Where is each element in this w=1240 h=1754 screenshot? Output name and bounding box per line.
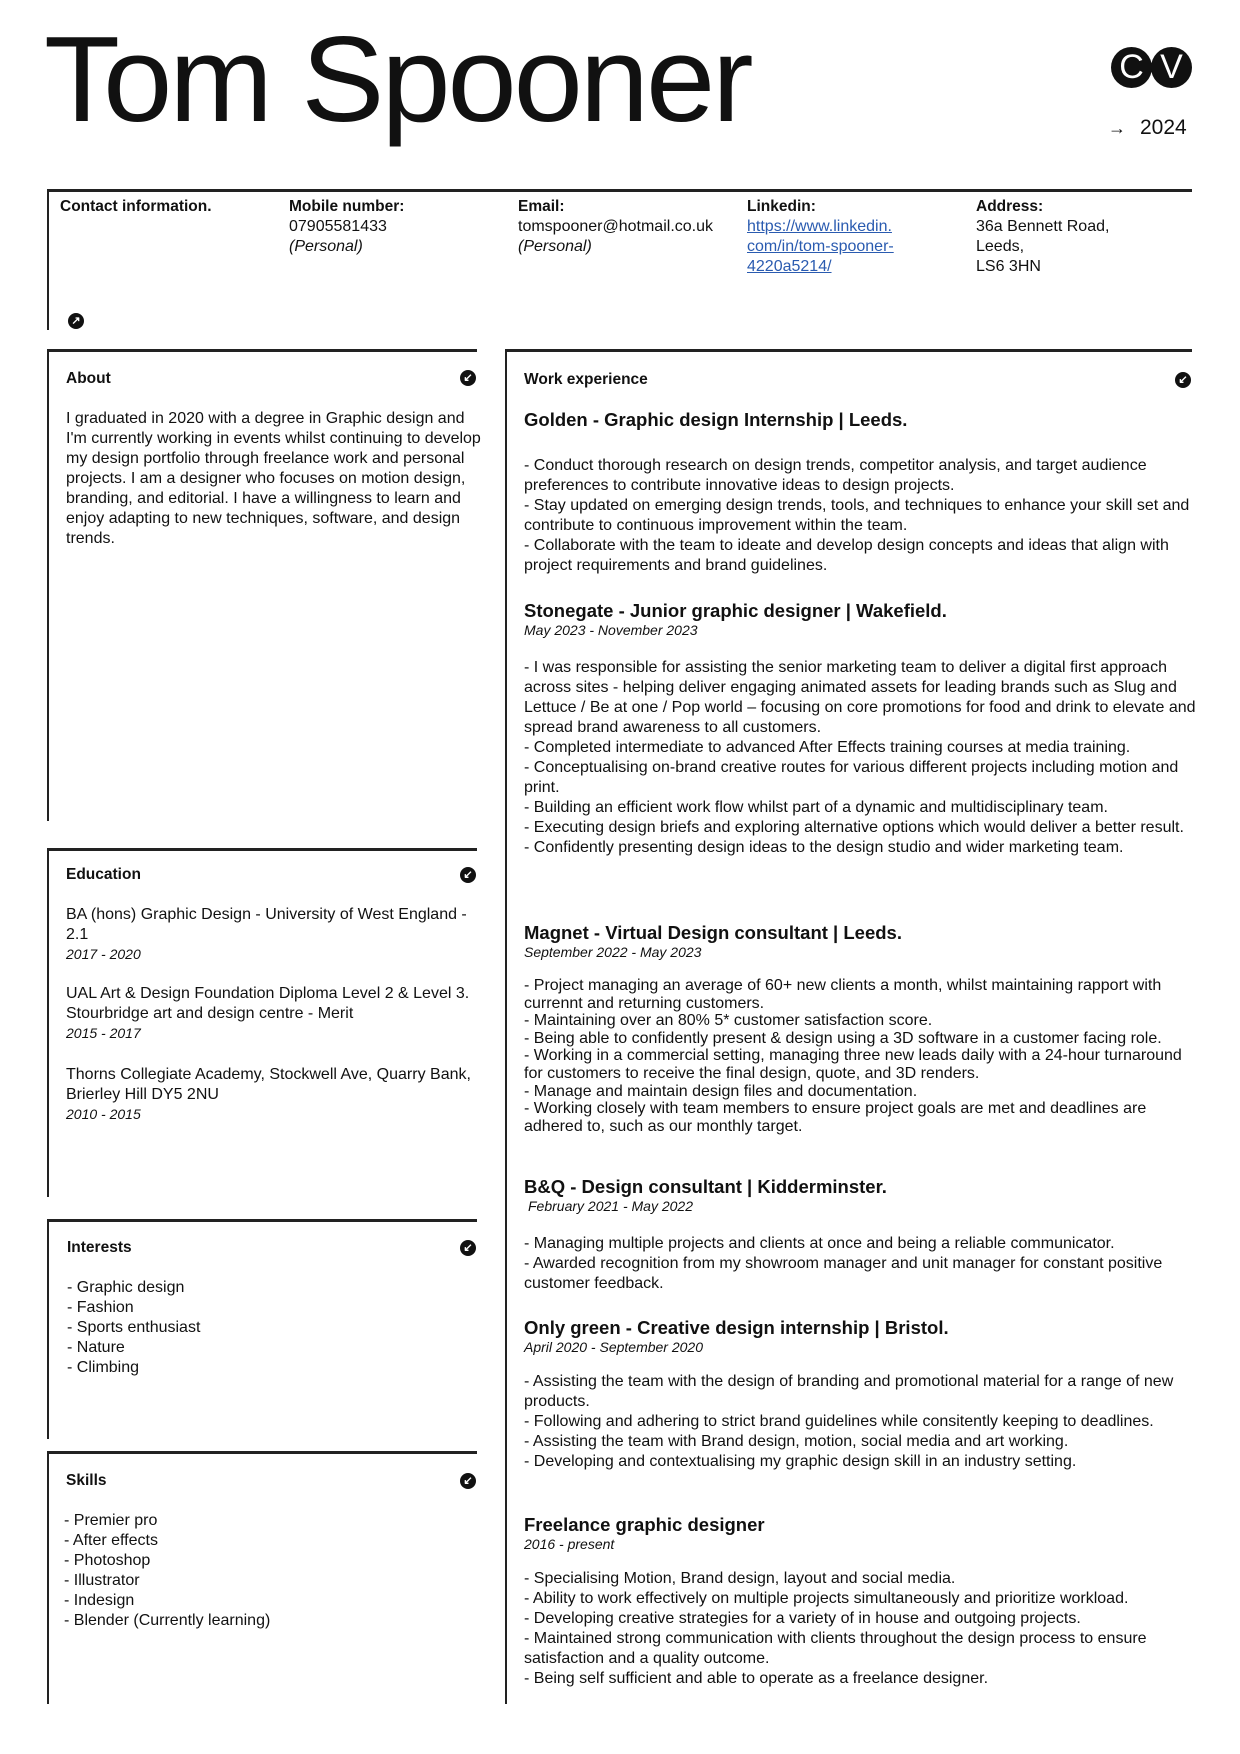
work-title: Work experience (524, 371, 648, 388)
contact-address (976, 197, 1109, 277)
linkedin-link[interactable]: com/in/tom-spooner- (747, 238, 894, 255)
cv-logo-v: V (1151, 47, 1192, 88)
job-bullet: - Stay updated on emerging design trends, tools, and techniques to enhance your skill set and contribute to continuous improvement within the team. (524, 497, 1190, 534)
job-bullet: - Being able to confidently present & design using a 3D software in a customer facing role. (524, 1029, 1162, 1047)
job-bullet: - I was responsible for assisting the senior marketing team to deliver a digital first approach across sites - helping deliver engaging animated assets for leading brands such as Slug and Lettuce / Be at one / Pop world – focusing on core promotions for food and drink to elevate and spread brand awareness to all customers. (524, 659, 1196, 736)
mobile-value: 07905581433 (289, 218, 387, 235)
skills-list (64, 1511, 270, 1631)
job-bullet: - Assisting the team with Brand design, motion, social media and art working. (524, 1433, 1069, 1450)
address-line: Leeds, (976, 238, 1025, 255)
divider (47, 349, 49, 821)
job-bullet: - Collaborate with the team to ideate and develop design concepts and ideas that align with project requirements and brand guidelines. (524, 537, 1169, 574)
arrow-down-left-icon: ↙ (460, 1473, 476, 1489)
job-title: Golden - Graphic design Internship | Leeds. (524, 409, 908, 430)
education-entry (66, 905, 476, 964)
job-bullet: - Specialising Motion, Brand design, layout and social media. (524, 1570, 956, 1587)
list-item: - Premier pro (64, 1512, 158, 1529)
divider (47, 1219, 49, 1439)
arrow-right-icon: → (1108, 118, 1126, 138)
divider (47, 1451, 49, 1704)
contact-linkedin (747, 197, 894, 277)
divider (47, 1451, 477, 1454)
divider (47, 1219, 477, 1222)
job-bullet: - Confidently presenting design ideas to the design studio and wider marketing team. (524, 839, 1124, 856)
linkedin-link[interactable]: https://www.linkedin. (747, 218, 892, 235)
mobile-note: (Personal) (289, 238, 363, 255)
job-bullets (524, 1372, 1204, 1472)
arrow-down-left-icon: ↙ (1175, 372, 1191, 388)
email-label: Email: (518, 198, 565, 215)
education-name: BA (hons) Graphic Design - University of West England - 2.1 (66, 906, 467, 943)
list-item: - Fashion (67, 1299, 134, 1316)
job-title: Magnet - Virtual Design consultant | Leeds. (524, 922, 902, 943)
contact-title: Contact information. (60, 198, 212, 215)
job-title: B&Q - Design consultant | Kidderminster. (524, 1176, 887, 1197)
interests-list (67, 1278, 200, 1378)
divider (505, 349, 1192, 352)
job-dates: April 2020 - September 2020 (524, 1339, 703, 1355)
job-dates: February 2021 - May 2022 (528, 1198, 693, 1214)
list-item: - Graphic design (67, 1279, 185, 1296)
arrow-down-left-icon: ↙ (460, 1240, 476, 1256)
job-bullet: - Executing design briefs and exploring alternative options which would deliver a better result. (524, 819, 1184, 836)
job-bullet: - Maintaining over an 80% 5* customer satisfaction score. (524, 1012, 933, 1030)
list-item: - Sports enthusiast (67, 1319, 201, 1336)
about-text: I graduated in 2020 with a degree in Graphic design and I'm currently working in events whilst continuing to develop my design portfolio through freelance work and personal projects. I am a designer who focuses on motion design, branding, and editorial. I have a willingness to learn and enjoy adapting to new techniques, software, and design trends. (66, 410, 481, 547)
education-title: Education (66, 866, 141, 883)
linkedin-link[interactable]: 4220a5214/ (747, 258, 832, 275)
list-item: - Illustrator (64, 1572, 140, 1589)
education-dates: 2017 - 2020 (66, 946, 141, 962)
job-bullet: - Ability to work effectively on multiple projects simultaneously and prioritize workload. (524, 1590, 1129, 1607)
list-item: - Nature (67, 1339, 125, 1356)
education-name: Thorns Collegiate Academy, Stockwell Ave, Quarry Bank, Brierley Hill DY5 2NU (66, 1066, 471, 1103)
job-bullet: - Developing creative strategies for a variety of in house and outgoing projects. (524, 1610, 1081, 1627)
address-line: LS6 3HN (976, 258, 1041, 275)
list-item: - Climbing (67, 1359, 140, 1376)
job-bullets (524, 1234, 1204, 1294)
about-title: About (66, 370, 111, 387)
email-note: (Personal) (518, 238, 592, 255)
job-bullet: - Project managing an average of 60+ new clients a month, whilst maintaining rapport with currennt and returning customers. (524, 977, 1162, 1012)
list-item: - Photoshop (64, 1552, 151, 1569)
arrow-up-right-icon: ↗ (68, 313, 84, 329)
job-bullets (524, 977, 1204, 1135)
education-entry (66, 984, 476, 1043)
linkedin-label: Linkedin: (747, 198, 816, 215)
education-dates: 2015 - 2017 (66, 1025, 141, 1041)
job-title: Stonegate - Junior graphic designer | Wakefield. (524, 600, 947, 621)
job-bullet: - Working in a commercial setting, managing three new leads daily with a 24-hour turnaround for customers to receive the final design, quote, and 3D renders. (524, 1047, 1182, 1082)
email-value[interactable]: tomspooner@hotmail.co.uk (518, 218, 713, 235)
list-item: - After effects (64, 1532, 158, 1549)
divider (47, 189, 49, 330)
job-title: Only green - Creative design internship | Bristol. (524, 1317, 949, 1338)
cv-logo-c: C (1111, 47, 1152, 88)
divider (47, 189, 1192, 192)
contact-section (60, 197, 212, 217)
arrow-down-left-icon: ↙ (460, 867, 476, 883)
job-bullets (524, 658, 1204, 858)
year: 2024 (1140, 116, 1187, 139)
education-dates: 2010 - 2015 (66, 1106, 141, 1122)
education-entry (66, 1065, 476, 1124)
job-bullet: - Conceptualising on-brand creative routes for various different projects including motion and print. (524, 759, 1179, 796)
contact-email (518, 197, 713, 257)
job-bullet: - Being self sufficient and able to operate as a freelance designer. (524, 1670, 989, 1687)
job-bullet: - Completed intermediate to advanced After Effects training courses at media training. (524, 739, 1131, 756)
arrow-down-left-icon: ↙ (460, 370, 476, 386)
job-dates: 2016 - present (524, 1536, 615, 1552)
job-bullet: - Conduct thorough research on design trends, competitor analysis, and target audience preferences to contribute innovative ideas to design projects. (524, 457, 1147, 494)
job-bullet: - Assisting the team with the design of branding and promotional material for a range of new products. (524, 1373, 1174, 1410)
job-bullet: - Building an efficient work flow whilst part of a dynamic and multidisciplinary team. (524, 799, 1108, 816)
list-item: - Indesign (64, 1592, 135, 1609)
divider (505, 349, 507, 1704)
job-bullet: - Following and adhering to strict brand guidelines while consitently keeping to deadlines. (524, 1413, 1154, 1430)
job-bullets (524, 456, 1204, 576)
list-item: - Blender (Currently learning) (64, 1612, 271, 1629)
job-bullet: - Awarded recognition from my showroom manager and unit manager for constant positive customer feedback. (524, 1255, 1163, 1292)
job-bullets (524, 1569, 1204, 1689)
job-dates: September 2022 - May 2023 (524, 944, 702, 960)
job-bullet: - Developing and contextualising my graphic design skill in an industry setting. (524, 1453, 1077, 1470)
job-bullet: - Maintained strong communication with clients throughout the design process to ensure satisfaction and a quality outcome. (524, 1630, 1147, 1667)
name-title: Tom Spooner (44, 11, 751, 147)
job-dates: May 2023 - November 2023 (524, 622, 698, 638)
job-bullet: - Managing multiple projects and clients at once and being a reliable communicator. (524, 1235, 1115, 1252)
divider (47, 349, 477, 352)
year-label (1108, 116, 1187, 140)
address-line: 36a Bennett Road, (976, 218, 1110, 235)
divider (47, 848, 49, 1197)
job-title: Freelance graphic designer (524, 1514, 765, 1535)
interests-title: Interests (67, 1239, 132, 1256)
address-label: Address: (976, 198, 1044, 215)
mobile-label: Mobile number: (289, 198, 405, 215)
skills-title: Skills (66, 1472, 107, 1489)
education-name: UAL Art & Design Foundation Diploma Level 2 & Level 3. Stourbridge art and design centre - Merit (66, 985, 470, 1022)
job-bullet: - Working closely with team members to ensure project goals are met and deadlines are adhered to, such as our monthly target. (524, 1100, 1147, 1135)
job-bullet: - Manage and maintain design files and documentation. (524, 1082, 918, 1100)
divider (47, 848, 477, 851)
contact-mobile (289, 197, 404, 257)
